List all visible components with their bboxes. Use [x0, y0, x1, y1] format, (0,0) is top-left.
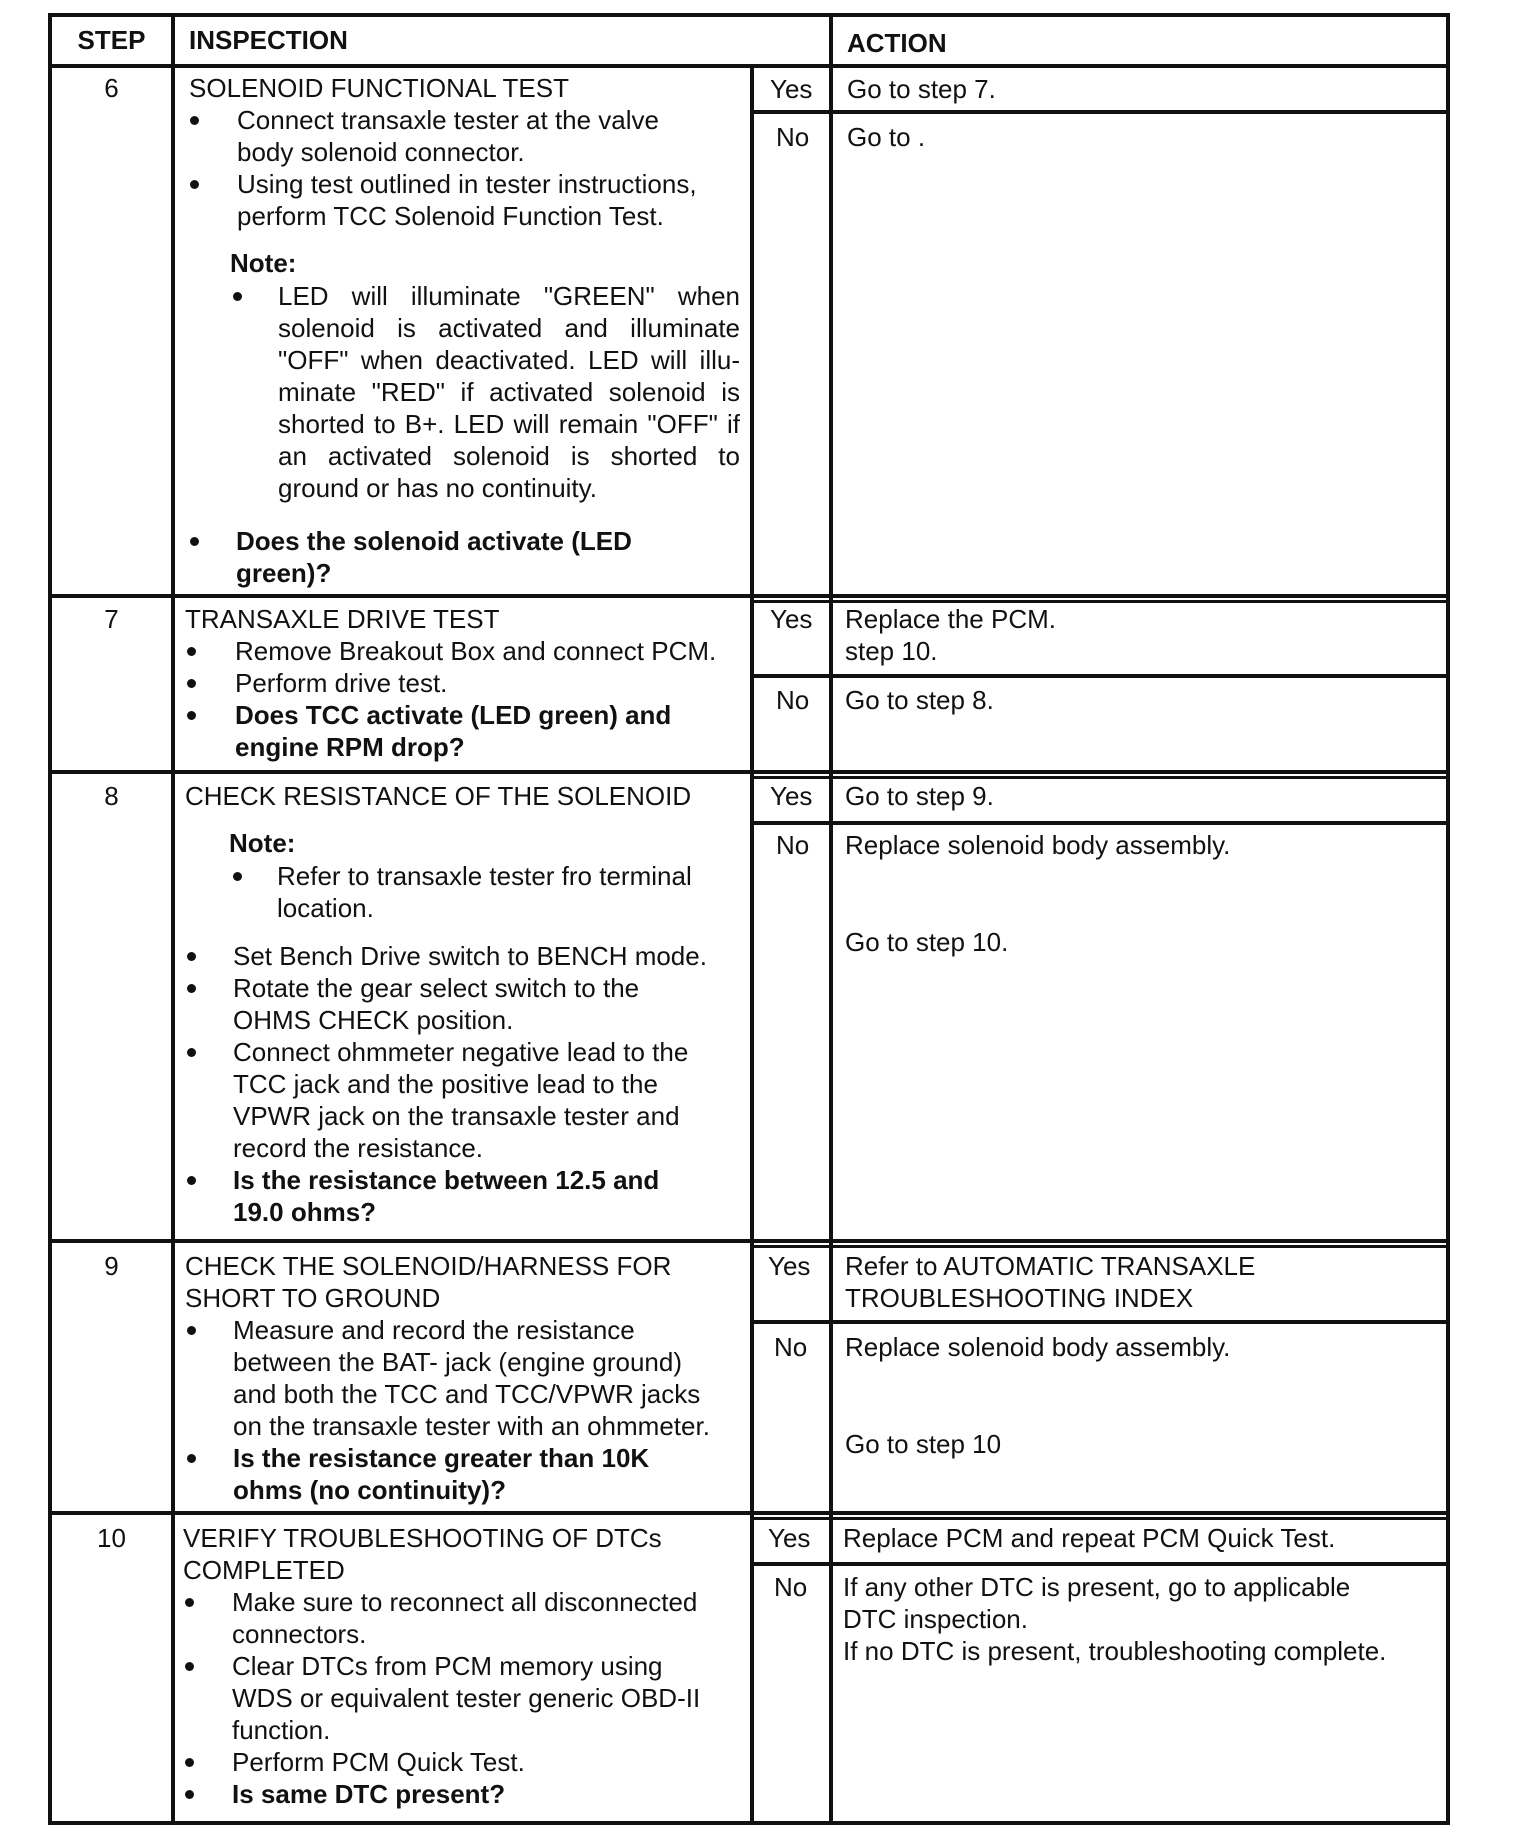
answer-no: No: [776, 830, 810, 860]
header-divider: [48, 64, 1450, 68]
action-no-line: Replace solenoid body assembly.: [845, 830, 1231, 860]
inspection-bullet-line: Perform drive test.: [235, 668, 448, 698]
action-no-line: If no DTC is present, troubleshooting complete.: [843, 1636, 1387, 1666]
bullet-icon: [183, 1660, 197, 1674]
table-border-top: [48, 13, 1450, 17]
inspection-bullet-line: Remove Breakout Box and connect PCM.: [235, 636, 717, 666]
action-no-line: Go to step 10: [845, 1429, 1002, 1459]
inspection-bullet-line: Clear DTCs from PCM memory using: [232, 1651, 663, 1681]
action-no-line: Replace solenoid body assembly.: [845, 1332, 1231, 1362]
bullet-icon: [185, 1324, 199, 1338]
inspection-title-line: VERIFY TROUBLESHOOTING OF DTCs: [183, 1523, 662, 1553]
inspection-question-line: Is the resistance greater than 10K: [233, 1443, 650, 1473]
table-border-right: [1446, 13, 1450, 1825]
inspection-bullet-line: Make sure to reconnect all disconnected: [232, 1587, 698, 1617]
step-number: 9: [104, 1251, 119, 1281]
yes-no-divider-9: [750, 1320, 1450, 1324]
action-yes-line: step 10.: [845, 636, 938, 666]
row-divider-9-10-inner: [750, 1517, 1450, 1520]
inspection-bullet-line: record the resistance.: [233, 1133, 484, 1163]
inspection-bullet-line: Using test outlined in tester instructions,: [237, 169, 697, 199]
bullet-icon: [185, 677, 199, 691]
header-step: STEP: [77, 25, 146, 55]
inspection-title: SOLENOID FUNCTIONAL TEST: [189, 73, 569, 103]
inspection-question-line: Does the solenoid activate (LED: [236, 526, 632, 556]
row-divider-9-10: [48, 1511, 1450, 1515]
action-no: Go to step 8.: [845, 685, 994, 715]
row-divider-8-9: [48, 1239, 1450, 1243]
bullet-icon: [183, 1596, 197, 1610]
note-text-line: Refer to transaxle tester fro terminal: [277, 861, 692, 891]
step-column-divider: [171, 13, 175, 1825]
inspection-bullet-line: Connect transaxle tester at the valve: [237, 105, 660, 135]
action-yes: Go to step 9.: [845, 781, 994, 811]
yes-no-divider-7: [750, 674, 1450, 678]
inspection-question-line: ohms (no continuity)?: [233, 1475, 506, 1505]
row-divider-6-7: [48, 594, 1450, 598]
note-text: LED will illuminate "GREEN" when solenoid is activated and illuminate "OFF" when deactivated. LED will illu-minate "RED" if activated solenoid is shorted to B+. LED will remain "OFF" if an activated solenoid is shorted to ground or has no continuity.: [278, 281, 740, 503]
bullet-icon: [188, 535, 202, 549]
bullet-icon: [185, 645, 199, 659]
action-column-divider: [829, 13, 833, 1825]
inspection-question-line: engine RPM drop?: [235, 732, 465, 762]
note-label: Note:: [230, 248, 297, 278]
note-label: Note:: [229, 828, 296, 858]
bullet-icon: [231, 870, 245, 884]
step-number: 6: [104, 73, 119, 103]
inspection-bullet-line: function.: [232, 1715, 331, 1745]
step-number: 7: [104, 604, 119, 634]
inspection-title-line: COMPLETED: [183, 1555, 345, 1585]
note-text-line: location.: [277, 893, 374, 923]
yes-no-divider-8: [750, 821, 1450, 825]
bullet-icon: [185, 709, 199, 723]
inspection-bullet-line: between the BAT- jack (engine ground): [233, 1347, 683, 1377]
inspection-bullet-line: VPWR jack on the transaxle tester and: [233, 1101, 680, 1131]
inspection-question-line: Does TCC activate (LED green) and: [235, 700, 672, 730]
inspection-bullet-line: connectors.: [232, 1619, 367, 1649]
inspection-bullet-line: Set Bench Drive switch to BENCH mode.: [233, 941, 707, 971]
answer-column-divider: [750, 64, 754, 1825]
bullet-icon: [183, 1756, 197, 1770]
row-divider-8-9-inner: [750, 1245, 1450, 1248]
action-yes-line: TROUBLESHOOTING INDEX: [845, 1283, 1194, 1313]
action-yes: Go to step 7.: [847, 74, 996, 104]
inspection-bullet-line: perform TCC Solenoid Function Test.: [237, 201, 664, 231]
answer-no: No: [774, 1332, 808, 1362]
action-no-line: DTC inspection.: [843, 1604, 1028, 1634]
action-no: Go to .: [847, 122, 926, 152]
yes-no-divider-10: [750, 1562, 1450, 1566]
row-divider-7-8: [48, 770, 1450, 774]
inspection-bullet-line: Rotate the gear select switch to the: [233, 973, 640, 1003]
bullet-icon: [185, 1452, 199, 1466]
bullet-icon: [185, 982, 199, 996]
bullet-icon: [188, 178, 202, 192]
inspection-question-line: Is the resistance between 12.5 and: [233, 1165, 660, 1195]
inspection-bullet-line: WDS or equivalent tester generic OBD-II: [232, 1683, 701, 1713]
bullet-icon: [231, 290, 245, 304]
answer-no: No: [776, 685, 810, 715]
bullet-icon: [185, 1046, 199, 1060]
inspection-title-line: SHORT TO GROUND: [185, 1283, 441, 1313]
action-no-line: If any other DTC is present, go to applicable: [843, 1572, 1351, 1602]
inspection-bullet-line: body solenoid connector.: [237, 137, 525, 167]
action-yes: Replace PCM and repeat PCM Quick Test.: [843, 1523, 1336, 1553]
action-no-line: Go to step 10.: [845, 927, 1009, 957]
header-action: ACTION: [847, 28, 947, 58]
row-divider-7-8-inner: [750, 776, 1450, 779]
step-number: 10: [97, 1523, 126, 1553]
answer-no: No: [776, 122, 810, 152]
header-inspection: INSPECTION: [189, 25, 348, 55]
answer-yes: Yes: [770, 604, 813, 634]
answer-no: No: [774, 1572, 808, 1602]
step-number: 8: [104, 781, 119, 811]
answer-yes: Yes: [770, 74, 813, 104]
inspection-question-line: green)?: [236, 558, 332, 588]
inspection-bullet-line: and both the TCC and TCC/VPWR jacks: [233, 1379, 701, 1409]
answer-yes: Yes: [770, 781, 813, 811]
action-yes-line: Refer to AUTOMATIC TRANSAXLE: [845, 1251, 1256, 1281]
action-yes-line: Replace the PCM.: [845, 604, 1056, 634]
inspection-bullet-line: TCC jack and the positive lead to the: [233, 1069, 658, 1099]
inspection-question-line: 19.0 ohms?: [233, 1197, 377, 1227]
inspection-title-line: CHECK THE SOLENOID/HARNESS FOR: [185, 1251, 672, 1281]
yes-no-divider-6: [750, 110, 1450, 114]
inspection-title: CHECK RESISTANCE OF THE SOLENOID: [185, 781, 692, 811]
inspection-bullet-line: on the transaxle tester with an ohmmeter.: [233, 1411, 710, 1441]
bullet-icon: [183, 1788, 197, 1802]
inspection-bullet-line: Connect ohmmeter negative lead to the: [233, 1037, 689, 1067]
inspection-bullet-line: Measure and record the resistance: [233, 1315, 635, 1345]
bullet-icon: [185, 1174, 199, 1188]
inspection-question-line: Is same DTC present?: [232, 1779, 506, 1809]
inspection-bullet-line: OHMS CHECK position.: [233, 1005, 514, 1035]
answer-yes: Yes: [768, 1251, 811, 1281]
inspection-title: TRANSAXLE DRIVE TEST: [185, 604, 500, 634]
inspection-bullet-line: Perform PCM Quick Test.: [232, 1747, 525, 1777]
table-border-bottom: [48, 1821, 1450, 1825]
bullet-icon: [185, 950, 199, 964]
bullet-icon: [188, 114, 202, 128]
answer-yes: Yes: [768, 1523, 811, 1553]
